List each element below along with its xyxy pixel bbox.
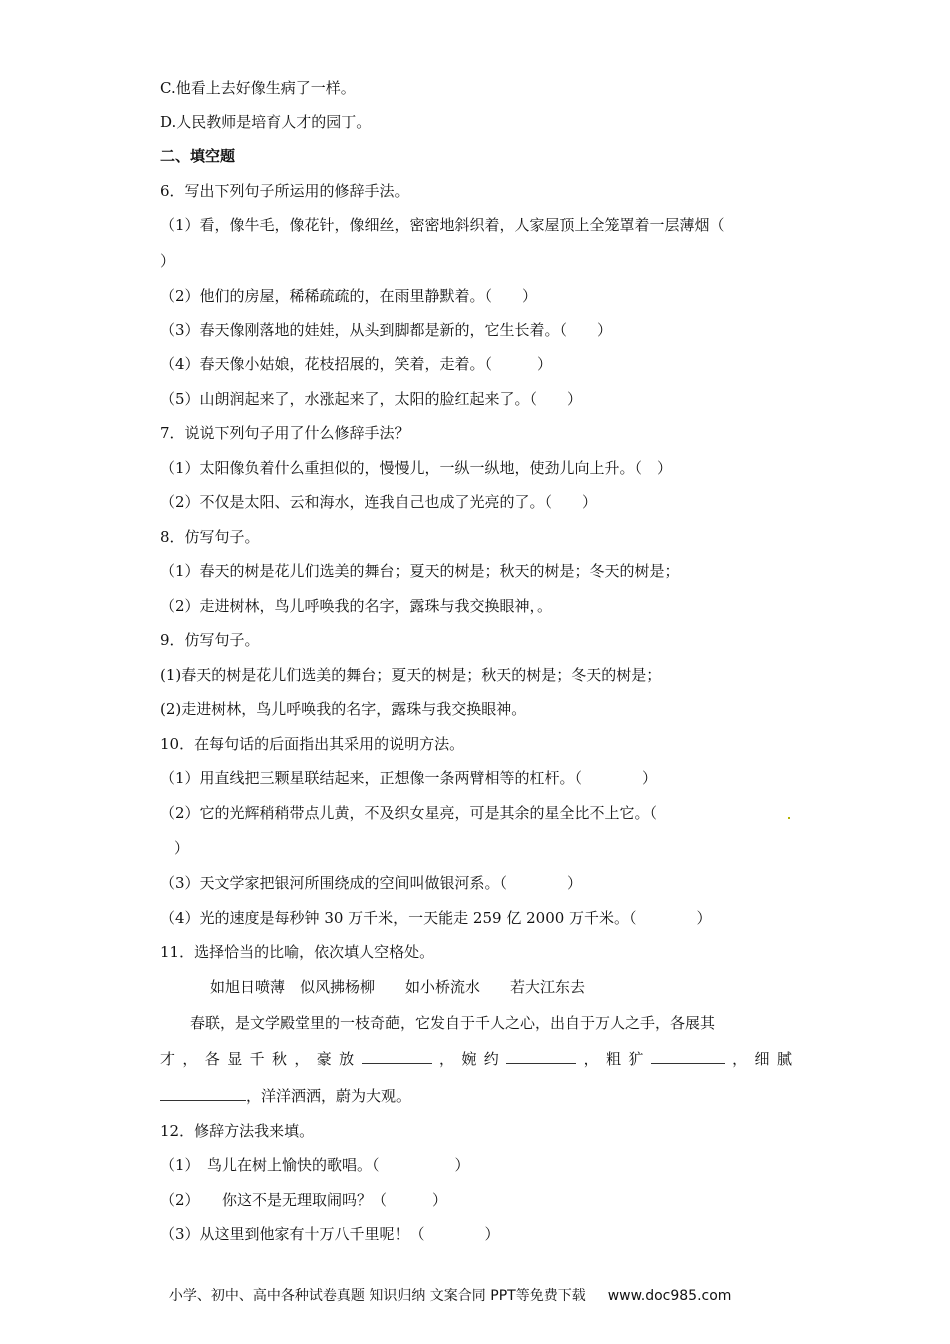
q10-item-1: （1）用直线把三颗星联结起来，正想像一条两臂相等的杠杆。（ ） (160, 769, 658, 787)
section-heading-fill-in: 二、填空题 (160, 147, 236, 165)
blank-3[interactable] (651, 1049, 725, 1064)
q8-item-2: （2）走进树林，鸟儿呼唤我的名字，露珠与我交换眼神，。 (160, 597, 553, 615)
q6-item-3: （3）春天像刚落地的娃娃，从头到脚都是新的，它生长着。（ ） (160, 321, 613, 339)
blank-1[interactable] (362, 1049, 432, 1064)
q11-options: 如旭日喷薄 似风拂杨柳 如小桥流水 若大江东去 (210, 978, 586, 996)
option-c: C.他看上去好像生病了一样。 (160, 79, 356, 97)
question-9: 9．仿写句子。 (160, 631, 260, 649)
question-6: 6．写出下列句子所运用的修辞手法。 (160, 182, 410, 200)
q10-item-2-line2: ） (174, 839, 190, 857)
q7-item-2: （2）不仅是太阳、云和海水，连我自己也成了光亮的了。（ ） (160, 493, 598, 511)
q6-item-4: （4）春天像小姑娘，花枝招展的，笑着，走着。（ ） (160, 355, 553, 373)
q11-text-d: ，细腻 (724, 1050, 792, 1068)
q7-item-1: （1）太阳像负着什么重担似的，慢慢儿，一纵一纵地，使劲儿向上升。（ ） (160, 459, 673, 477)
question-7: 7．说说下列句子用了什么修辞手法？ (160, 424, 410, 442)
footer-text: 小学、初中、高中各种试卷真题 知识归纳 文案合同 PPT等免费下载 (168, 1288, 586, 1304)
q12-item-2: （2） 你这不是无理取闹吗？（ ） (160, 1191, 448, 1209)
blank-2[interactable] (506, 1049, 576, 1064)
q8-item-1: （1）春天的树是花儿们选美的舞台；夏天的树是；秋天的树是；冬天的树是； (160, 562, 680, 580)
q11-text-c: ，粗犷 (576, 1050, 651, 1068)
q12-item-3: （3）从这里到他家有十万八千里呢！（ ） (160, 1225, 500, 1243)
stray-dot (788, 817, 790, 819)
footer-url[interactable]: www.doc985.com (607, 1288, 732, 1304)
q9-item-1: (1)春天的树是花儿们选美的舞台；夏天的树是；秋天的树是；冬天的树是； (160, 666, 662, 684)
q6-item-2: （2）他们的房屋，稀稀疏疏的，在雨里静默着。（ ） (160, 287, 538, 305)
q10-item-4: （4）光的速度是每秒钟 30 万千米，一天能走 259 亿 2000 万千米。（ ） (160, 909, 712, 927)
question-12: 12．修辞方法我来填。 (160, 1122, 315, 1140)
q6-item-1-line1: （1）看，像牛毛，像花针，像细丝，密密地斜织着，人家屋顶上全笼罩着一层薄烟（ (160, 216, 725, 234)
question-10: 10．在每句话的后面指出其采用的说明方法。 (160, 735, 465, 753)
q11-text-a: 才，各显千秋，豪放 (160, 1050, 362, 1068)
q11-paragraph-line1: 春联，是文学殿堂里的一枝奇葩，它发自于千人之心，出自于万人之手，各展其 (190, 1014, 716, 1032)
q12-item-1: （1） 鸟儿在树上愉快的歌唱。（ ） (160, 1156, 470, 1174)
q6-item-1-line2: ） (160, 252, 176, 270)
q9-item-2: (2)走进树林，鸟儿呼唤我的名字，露珠与我交换眼神。 (160, 700, 527, 718)
question-11: 11．选择恰当的比喻，依次填人空格处。 (160, 943, 435, 961)
q11-paragraph-line3 (160, 1086, 411, 1106)
q10-item-2-line1: （2）它的光辉稍稍带点儿黄，不及织女星亮，可是其余的星全比不上它。（ (160, 804, 658, 822)
blank-4[interactable] (160, 1086, 246, 1101)
q11-paragraph-line2 (160, 1049, 792, 1069)
q6-item-5: （5）山朗润起来了，水涨起来了，太阳的脸红起来了。（ ） (160, 390, 583, 408)
q10-item-3: （3）天文学家把银河所围绕成的空间叫做银河系。（ ） (160, 874, 583, 892)
q11-text-b: ，婉约 (431, 1050, 507, 1068)
q11-text-e: ，洋洋洒洒，蔚为大观。 (246, 1087, 412, 1105)
footer (160, 1266, 731, 1306)
question-8: 8．仿写句子。 (160, 528, 260, 546)
option-d: D.人民教师是培育人才的园丁。 (160, 113, 372, 131)
